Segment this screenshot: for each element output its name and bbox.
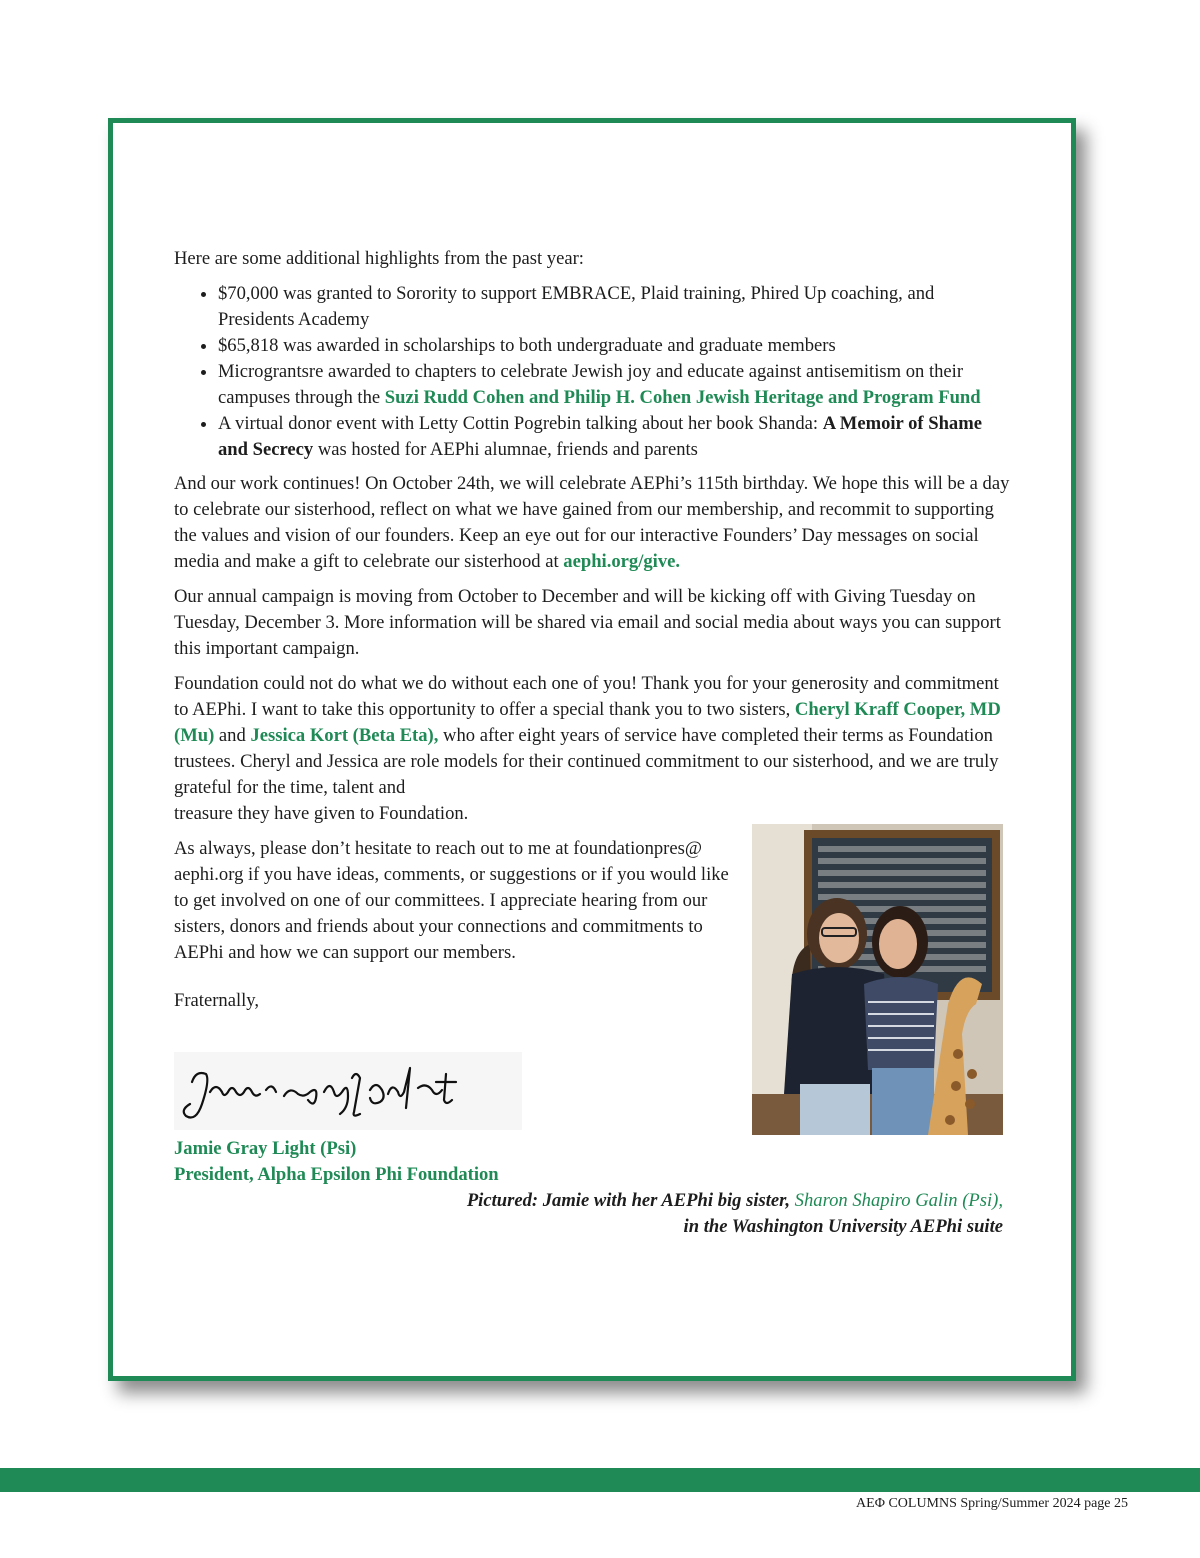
trustee-name-2: Jessica Kort (Beta Eta), [250,725,439,746]
list-item: • Micrograntsre awarded to chapters to celebrate Jewish joy and educate against antisemitism on their campuses through the Suzi Rudd Cohen and Philip H. Cohen Jewish Heritage and Program Fund [218,359,1010,411]
list-item: • $70,000 was granted to Sorority to support EMBRACE, Plaid training, Phired Up coaching, and Presidents Academy [218,281,1010,333]
signatory-block [174,1136,499,1188]
page-footer: ΑΕΦ COLUMNS Spring/Summer 2024 page 25 [856,1496,1128,1511]
caption-name: Sharon Shapiro Galin (Psi), [794,1190,1003,1211]
signatory-title: President, Alpha Epsilon Phi Foundation [174,1164,499,1185]
photo [752,824,1003,1135]
list-item: • $65,818 was awarded in scholarships to both undergraduate and graduate members [218,333,1010,359]
signature [174,1052,522,1130]
photo-image [752,824,1003,1135]
paragraph-thanks: Foundation could not do what we do without each one of you! Thank you for your generosity and commitment to AEPhi. I want to take this opportunity to offer a special thank you to two sisters, Cheryl Kraff Cooper, MD (Mu) and Jessica Kort (Beta Eta), who after eight years of service have completed their terms as Foundation trustees. Cheryl and Jessica are role models for their continued commitment to our sisterhood, and we are truly grateful for the time, talent and treasure they have given to Foundation. [174,673,1001,824]
closing-text: Fraternally, [174,990,260,1011]
highlights-list [174,281,1010,463]
intro-text: Here are some additional highlights from the past year: [174,248,584,269]
photo-caption: Pictured: Jamie with her AEPhi big sister, Sharon Shapiro Galin (Psi), in the Washington University AEPhi suite [466,1190,1003,1237]
give-link[interactable]: aephi.org/give. [563,551,681,572]
book-title: A Memoir of Shame and Secrecy [218,413,982,460]
paragraph-founders-day: And our work continues! On October 24th, we will celebrate AEPhi’s 115th birthday. We hope this will be a day to celebrate our sisterhood, reflect on what we have gained from our membership, and recommit to supporting the values and vision of our founders. Keep an eye out for our interactive Founders’ Day messages on social media and make a gift to celebrate our sisterhood at aephi.org/give. [174,473,1010,572]
paragraph-contact: As always, please don’t hesitate to reach out to me at foundationpres@ aephi.org if you have ideas, comments, or suggestions or if you would like to get involved on one of our committees. I appreciate hearing from our sisters, donors and friends about your connections and commitments to AEPhi and how we can support our members. [174,838,729,963]
signatory-name: Jamie Gray Light (Psi) [174,1138,357,1159]
paragraph-campaign: Our annual campaign is moving from October to December and will be kicking off with Giving Tuesday on Tuesday, December 3. More information will be shared via email and social media about ways you can support this important campaign. [174,586,1001,659]
fund-name: Suzi Rudd Cohen and Philip H. Cohen Jewish Heritage and Program Fund [384,387,981,408]
signature-image [174,1052,522,1130]
trustee-name-1: Cheryl Kraff Cooper, MD (Mu) [174,699,1001,746]
list-item: • A virtual donor event with Letty Cottin Pogrebin talking about her book Shanda: A Memoir of Shame and Secrecy was hosted for AEPhi alumnae, friends and parents [218,411,1010,463]
footer-bar [0,1468,1200,1492]
